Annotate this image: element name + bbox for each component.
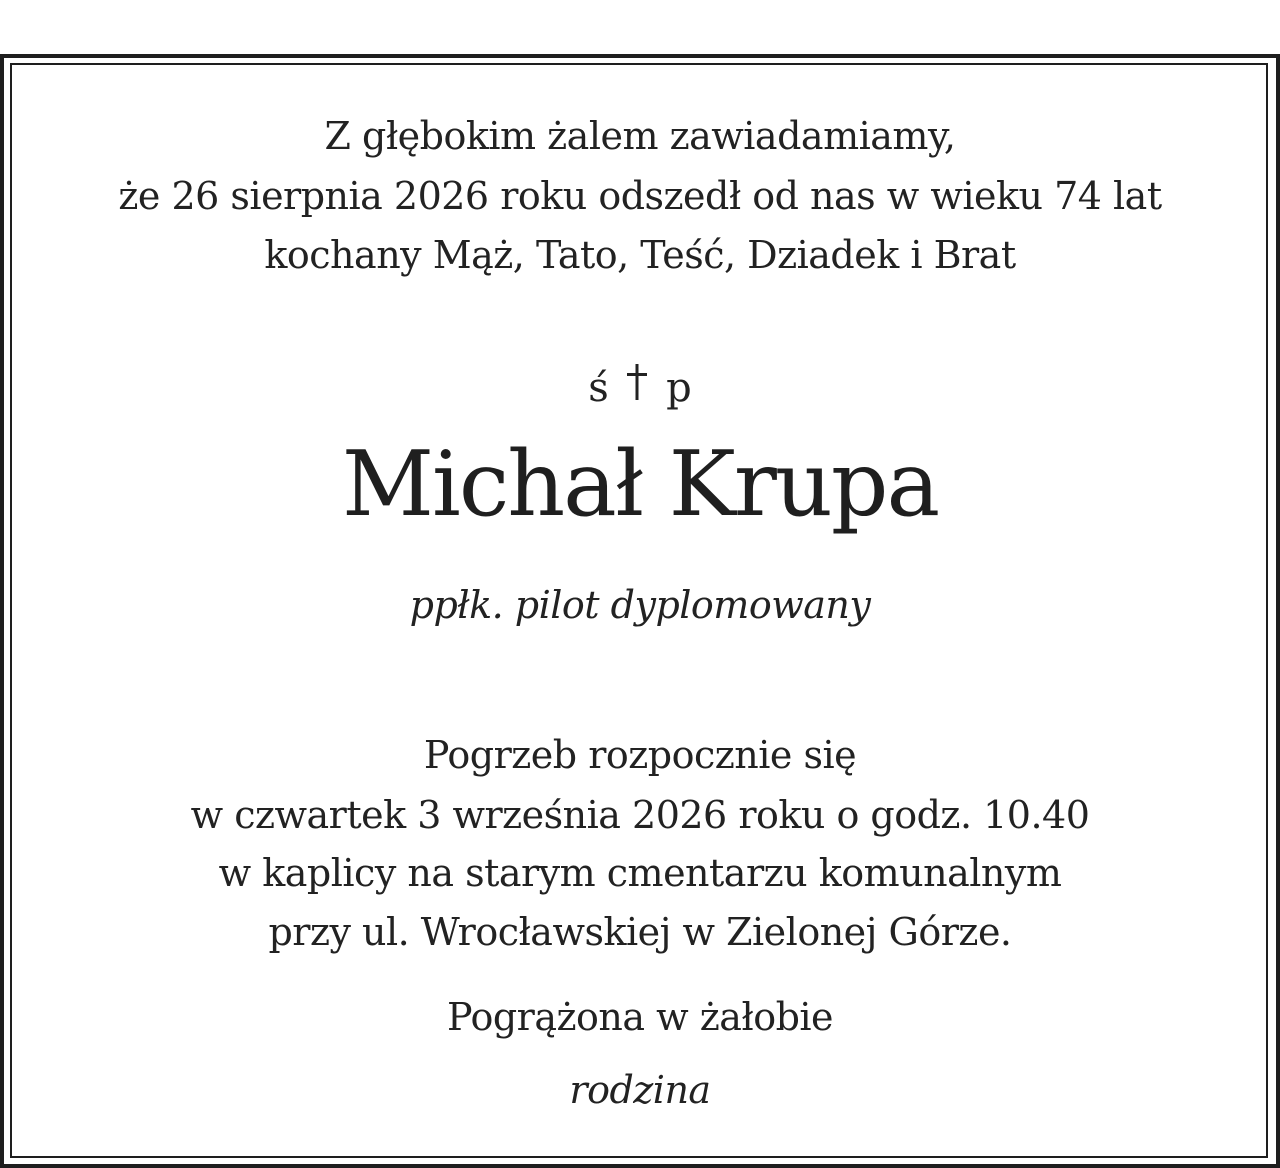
funeral-line-2: w czwartek 3 września 2026 roku o godz. 10.40	[190, 793, 1090, 837]
intro-line-3: kochany Mąż, Tato, Teść, Dziadek i Brat	[264, 233, 1016, 277]
stp-suffix: p	[666, 365, 692, 411]
funeral-line-3: w kaplicy na starym cmentarzu komunalnym	[218, 851, 1062, 895]
stp-prefix: ś	[588, 365, 609, 411]
mourners-line: Pogrążona w żałobie	[446, 995, 834, 1039]
cross-icon	[625, 362, 649, 402]
signature: rodzina	[569, 1068, 711, 1112]
intro-line-2: że 26 sierpnia 2026 roku odszedł od nas w wieku 74 lat	[118, 174, 1162, 218]
intro-line-1: Z głębokim żalem zawiadamiamy,	[324, 114, 956, 158]
funeral-line-4: przy ul. Wrocławskiej w Zielonej Górze.	[268, 910, 1012, 954]
deceased-name: Michał Krupa	[341, 432, 939, 537]
stp-abbreviation	[0, 360, 1280, 413]
military-rank: ppłk. pilot dyplomowany	[409, 583, 871, 627]
funeral-line-1: Pogrzeb rozpocznie się	[423, 733, 857, 777]
